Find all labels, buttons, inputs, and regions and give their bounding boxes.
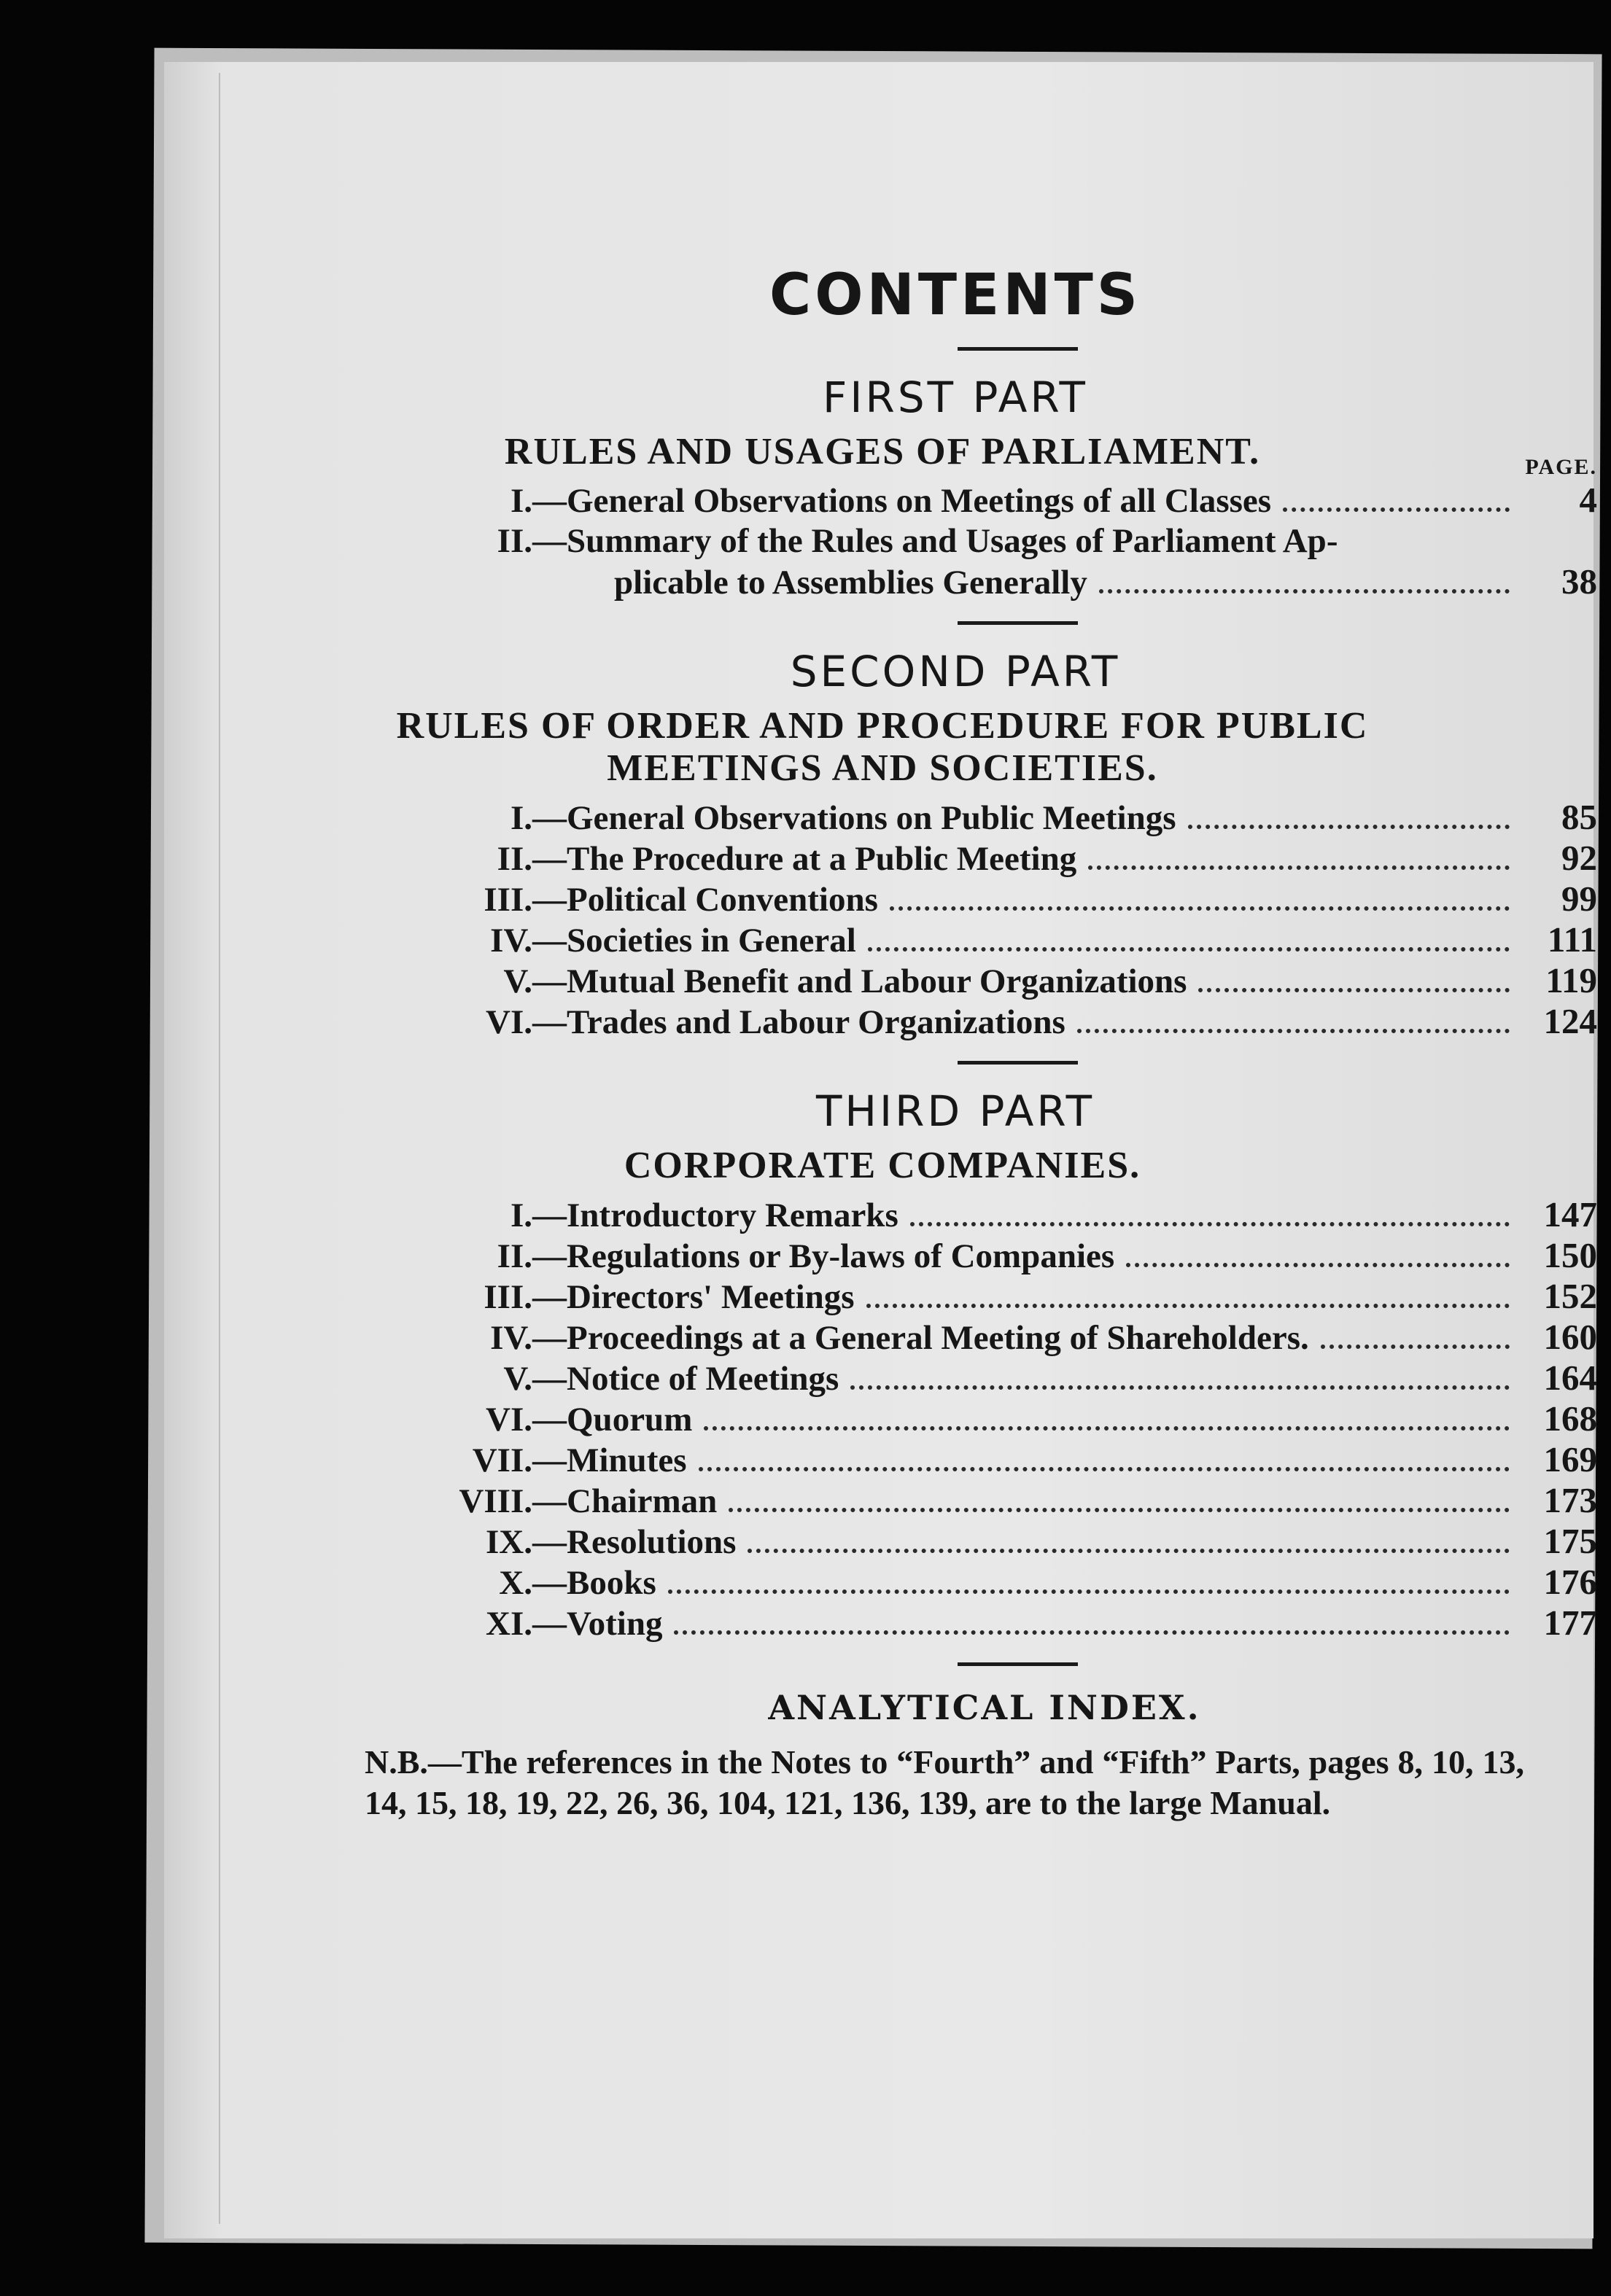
toc-entry: II. — Summary of the Rules and Usages of Parliament Ap-: [438, 521, 1597, 561]
entry-number: X.: [499, 1564, 532, 1602]
dot-leader: [748, 1548, 1510, 1553]
dot-leader: [1088, 865, 1510, 870]
toc-entry: IV. — Societies in General 111: [438, 919, 1597, 960]
entry-page: 176: [1543, 1562, 1597, 1602]
toc-entry: I. — General Observations on Public Meetings 85: [438, 797, 1597, 838]
entry-page: 168: [1543, 1398, 1597, 1439]
part-heading-third: THIRD PART: [816, 1086, 1095, 1136]
dot-leader: [850, 1385, 1510, 1390]
entry-page: 111: [1547, 919, 1597, 960]
divider: [958, 347, 1078, 351]
entry-number: I.: [510, 799, 532, 837]
dot-leader: [866, 1303, 1510, 1308]
entry-page: 92: [1561, 838, 1597, 878]
toc-entry: IV. — Proceedings at a General Meeting of Shareholders. 160: [438, 1317, 1597, 1358]
entry-title: Chairman: [567, 1482, 718, 1520]
dot-leader: [868, 946, 1510, 952]
toc-entry: V. — Mutual Benefit and Labour Organizations 119: [438, 960, 1597, 1001]
dot-leader: [668, 1589, 1510, 1594]
entry-number: I.: [510, 1196, 532, 1234]
divider: [958, 621, 1078, 625]
contents-title: CONTENTS: [769, 262, 1141, 328]
entry-page: 177: [1543, 1603, 1597, 1643]
entry-title: Quorum: [567, 1401, 693, 1439]
toc-first-part: [438, 480, 1597, 602]
toc-second-part: [438, 797, 1597, 1042]
entry-title: Summary of the Rules and Usages of Parliament Ap-: [567, 522, 1338, 560]
toc-entry: III. — Political Conventions 99: [438, 879, 1597, 919]
divider: [958, 1061, 1078, 1065]
toc-entry: II. — The Procedure at a Public Meeting 92: [438, 838, 1597, 879]
entry-number: II.: [497, 522, 532, 560]
entry-title: General Observations on Public Meetings: [567, 799, 1176, 837]
entry-number: III.: [484, 1278, 532, 1316]
dot-leader: [1283, 507, 1510, 512]
entry-page: 85: [1561, 797, 1597, 837]
part-subheading-first: RULES AND USAGES OF PARLIAMENT.: [504, 431, 1261, 472]
entry-title: Political Conventions: [567, 881, 878, 919]
dot-leader: [729, 1507, 1510, 1512]
dot-leader: [890, 906, 1510, 911]
entry-page: 169: [1543, 1439, 1597, 1479]
entry-page: 173: [1543, 1480, 1597, 1520]
entry-number: II.: [497, 840, 532, 878]
entry-number: VIII.: [459, 1482, 532, 1520]
toc-entry: II. — Regulations or By-laws of Companies 150: [438, 1235, 1597, 1276]
entry-title: General Observations on Meetings of all Classes: [567, 482, 1272, 520]
entry-title: Mutual Benefit and Labour Organizations: [567, 962, 1187, 1000]
dot-leader: [1099, 588, 1510, 594]
toc-entry: VI. — Quorum 168: [438, 1398, 1597, 1439]
dot-leader: [1077, 1028, 1510, 1033]
entry-page: 38: [1561, 561, 1597, 602]
entry-title: Minutes: [567, 1441, 687, 1479]
entry-number: V.: [503, 1360, 532, 1398]
entry-number: IX.: [486, 1523, 532, 1561]
entry-title: Books: [567, 1564, 656, 1602]
entry-number: VII.: [472, 1441, 532, 1479]
toc-entry: V. — Notice of Meetings 164: [438, 1358, 1597, 1398]
page-column-label: PAGE.: [1525, 455, 1597, 479]
entry-title: Trades and Labour Organizations: [567, 1003, 1065, 1041]
toc-entry: III. — Directors' Meetings 152: [438, 1276, 1597, 1317]
toc-entry: IX. — Resolutions 175: [438, 1521, 1597, 1562]
entry-title-continued: plicable to Assemblies Generally: [614, 564, 1087, 602]
contents-page: [365, 262, 1597, 1824]
entry-title: Resolutions: [567, 1523, 737, 1561]
entry-number: XI.: [486, 1605, 532, 1643]
index-note: N.B.—The references in the Notes to “Fourth” and “Fifth” Parts, pages 8, 10, 13, 14, 15, 18, 19, 22, 26, 36, 104, 121, 136, 139, are to the large Manual.: [365, 1743, 1524, 1821]
dot-leader: [1188, 824, 1510, 829]
dot-leader: [1321, 1344, 1510, 1349]
dot-leader: [704, 1425, 1510, 1431]
divider: [958, 1662, 1078, 1666]
entry-number: II.: [497, 1237, 532, 1275]
dot-leader: [674, 1630, 1510, 1635]
entry-page: 152: [1543, 1276, 1597, 1316]
entry-page: 99: [1561, 879, 1597, 919]
page-edge: [219, 73, 220, 2224]
toc-entry: VIII. — Chairman 173: [438, 1480, 1597, 1521]
dot-leader: [1126, 1262, 1510, 1267]
dot-leader: [1198, 987, 1510, 992]
entry-page: 160: [1543, 1317, 1597, 1357]
toc-entry: X. — Books 176: [438, 1562, 1597, 1603]
dot-leader: [910, 1221, 1510, 1226]
entry-page: 175: [1543, 1521, 1597, 1561]
entry-number: I.: [510, 482, 532, 520]
toc-third-part: [438, 1194, 1597, 1643]
dot-leader: [699, 1466, 1510, 1471]
part-heading-first: FIRST PART: [823, 373, 1088, 422]
index-heading: ANALYTICAL INDEX.: [768, 1688, 1201, 1727]
toc-entry: XI. — Voting 177: [438, 1603, 1597, 1643]
entry-page: 150: [1543, 1235, 1597, 1275]
entry-title: The Procedure at a Public Meeting: [567, 840, 1077, 878]
part-subheading-second: RULES OF ORDER AND PROCEDURE FOR PUBLIC MEETINGS AND SOCIETIES.: [396, 705, 1369, 789]
toc-entry: I. — General Observations on Meetings of all Classes 4: [438, 480, 1597, 521]
entry-number: VI.: [486, 1003, 532, 1041]
entry-page: 119: [1545, 960, 1597, 1000]
entry-title: Societies in General: [567, 922, 856, 960]
entry-number: III.: [484, 881, 532, 919]
entry-title: Notice of Meetings: [567, 1360, 839, 1398]
entry-number: V.: [503, 962, 532, 1000]
part-subheading-third: CORPORATE COMPANIES.: [624, 1145, 1141, 1186]
entry-page: 164: [1543, 1358, 1597, 1398]
entry-title: Voting: [567, 1605, 663, 1643]
entry-number: VI.: [486, 1401, 532, 1439]
entry-page: 4: [1579, 480, 1597, 520]
entry-number: IV.: [490, 922, 532, 960]
entry-title: Regulations or By-laws of Companies: [567, 1237, 1115, 1275]
toc-entry: VII. — Minutes 169: [438, 1439, 1597, 1480]
entry-page: 147: [1543, 1194, 1597, 1234]
entry-title: Directors' Meetings: [567, 1278, 855, 1316]
toc-entry-continuation: [438, 561, 1597, 602]
entry-number: IV.: [490, 1319, 532, 1357]
entry-page: 124: [1543, 1001, 1597, 1041]
toc-entry: VI. — Trades and Labour Organizations 124: [438, 1001, 1597, 1042]
toc-entry: I. — Introductory Remarks 147: [438, 1194, 1597, 1235]
entry-title: Proceedings at a General Meeting of Shareholders.: [567, 1319, 1309, 1357]
part-heading-second: SECOND PART: [790, 647, 1121, 696]
entry-title: Introductory Remarks: [567, 1196, 898, 1234]
